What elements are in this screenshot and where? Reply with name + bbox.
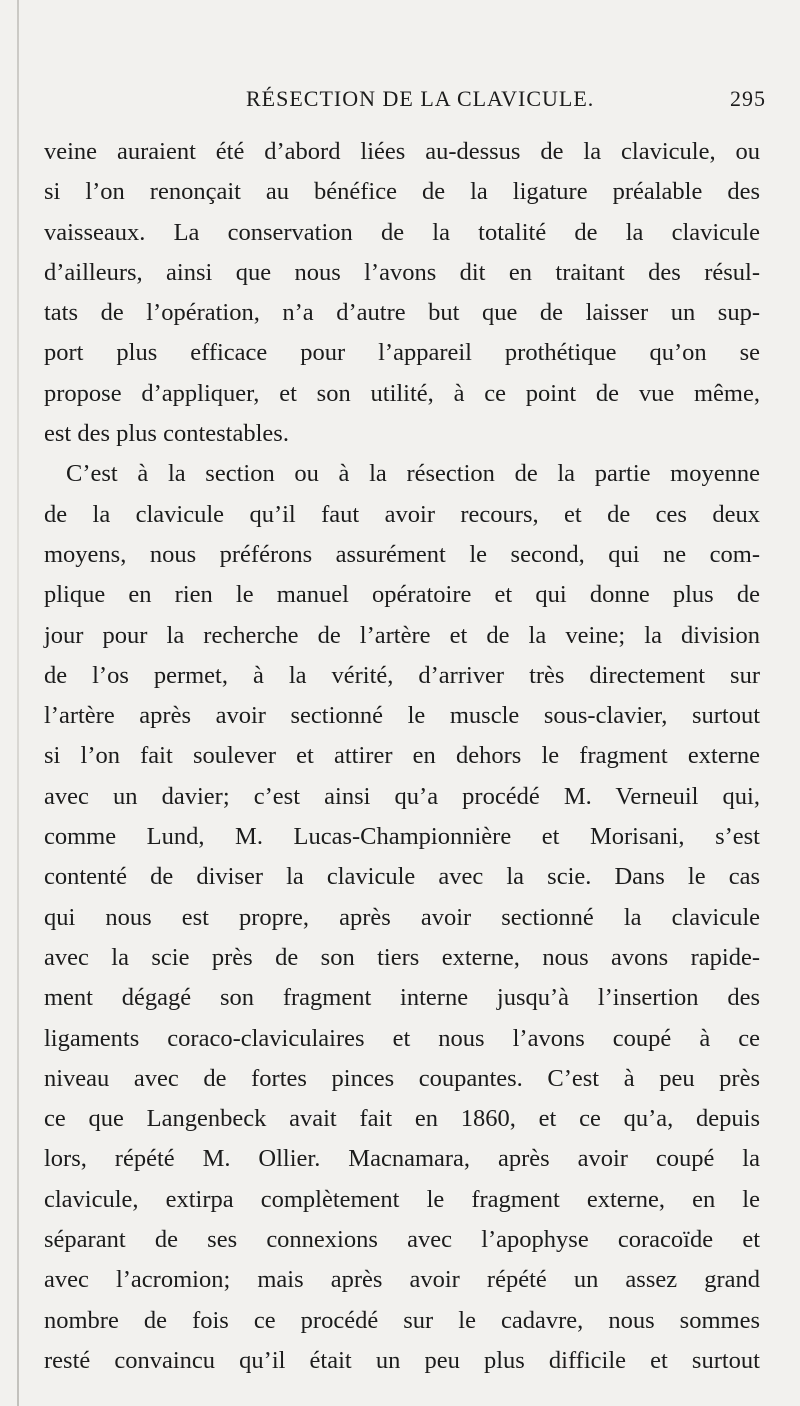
text-line: moyens, nous préférons assurément le second, qui ne com- [44,540,760,568]
body-text [44,132,760,1381]
text-line: resté convaincu qu’il était un peu plus difficile et surtout [44,1346,760,1374]
text-line: d’ailleurs, ainsi que nous l’avons dit en traitant des résul- [44,258,760,286]
text-line: propose d’appliquer, et son utilité, à ce point de vue même, [44,379,760,407]
text-line: lors, répété M. Ollier. Macnamara, après avoir coupé la [44,1145,760,1173]
text-line: ment dégagé son fragment interne jusqu’à l’insertion des [44,984,760,1012]
text-line: contenté de diviser la clavicule avec la scie. Dans le cas [44,863,760,891]
text-line: niveau avec de fortes pinces coupantes. C’est à peu près [44,1064,760,1092]
running-title: RÉSECTION DE LA CLAVICULE. [246,86,595,111]
text-line: avec un davier; c’est ainsi qu’a procédé M. Verneuil qui, [44,782,760,810]
text-line: qui nous est propre, après avoir sectionné la clavicule [44,903,760,931]
text-line: si l’on fait soulever et attirer en dehors le fragment externe [44,742,760,770]
text-line: tats de l’opération, n’a d’autre but que de laisser un sup- [44,299,760,327]
page-header [246,86,766,120]
text-line: C’est à la section ou à la résection de la partie moyenne [66,460,760,488]
text-line: port plus efficace pour l’appareil prothétique qu’on se [44,339,760,367]
text-line: avec l’acromion; mais après avoir répété un assez grand [44,1266,760,1294]
page-number: 295 [730,86,766,111]
text-line: est des plus contestables. [44,420,289,448]
text-line: de la clavicule qu’il faut avoir recours, et de ces deux [44,500,760,528]
text-line: jour pour la recherche de l’artère et de la veine; la division [44,621,760,649]
page-gutter-edge [17,0,19,1406]
text-line: ce que Langenbeck avait fait en 1860, et ce qu’a, depuis [44,1105,760,1133]
text-line: nombre de fois ce procédé sur le cadavre, nous sommes [44,1306,760,1334]
text-line: plique en rien le manuel opératoire et qui donne plus de [44,581,760,609]
text-line: veine auraient été d’abord liées au-dessus de la clavicule, ou [44,138,760,165]
text-line: comme Lund, M. Lucas-Championnière et Morisani, s’est [44,823,760,851]
text-line: ligaments coraco-claviculaires et nous l’avons coupé à ce [44,1024,760,1052]
text-line: l’artère après avoir sectionné le muscle sous-clavier, surtout [44,702,760,730]
text-line: clavicule, extirpa complètement le fragment externe, en le [44,1185,760,1213]
text-line: vaisseaux. La conservation de la totalité de la clavicule [44,218,760,246]
text-line: de l’os permet, à la vérité, d’arriver très directement sur [44,661,760,689]
text-line: séparant de ses connexions avec l’apophyse coracoïde et [44,1226,760,1254]
text-line: si l’on renonçait au bénéfice de la ligature préalable des [44,178,760,206]
text-line: avec la scie près de son tiers externe, nous avons rapide- [44,943,760,971]
